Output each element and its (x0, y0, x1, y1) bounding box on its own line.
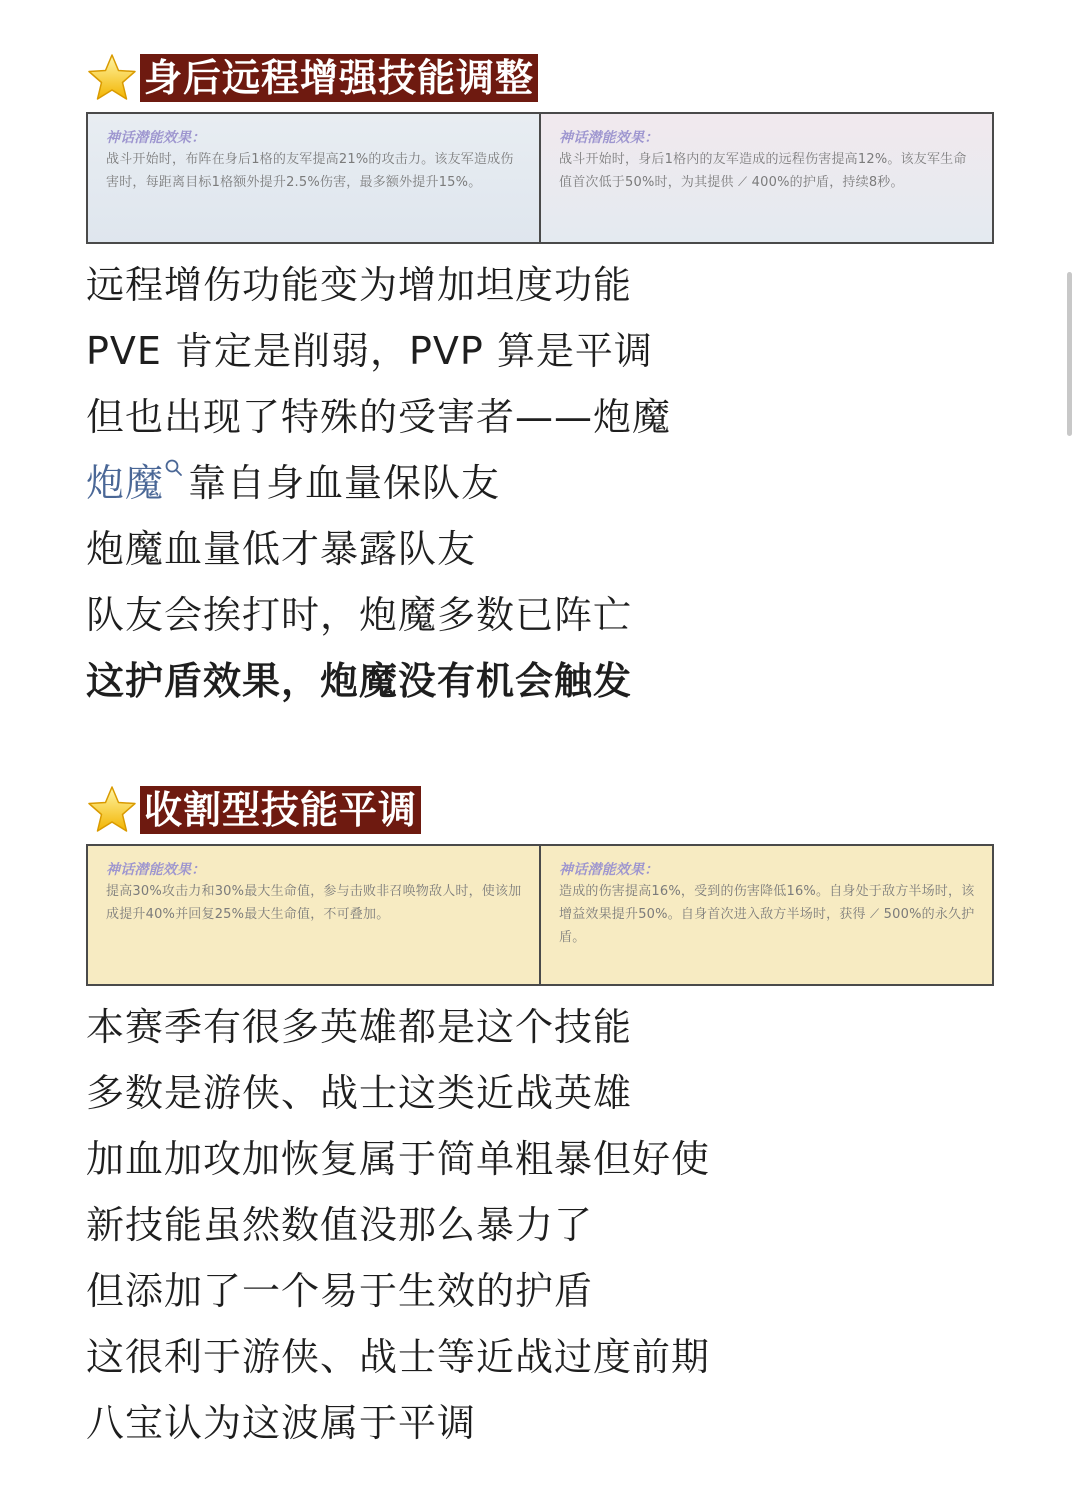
section-harvest-skill (86, 782, 994, 1456)
text-line: 八宝认为这波属于平调 (86, 1401, 477, 1445)
star-icon (86, 784, 138, 836)
text-line: 这很利于游侠、战士等近战过度前期 (86, 1335, 711, 1379)
skill-title: 神话潜能效果： (559, 862, 659, 878)
text-line: 但也出现了特殊的受害者——炮魔 (86, 395, 672, 439)
skill-description: 战斗开始时，身后1格内的友军造成的远程伤害提高12%。该友军生命值首次低于50%时，为其提供 ⟋ 400%的护盾，持续8秒。 (559, 152, 967, 190)
old-skill-panel (88, 846, 539, 984)
section-heading (86, 782, 994, 838)
text-line: 多数是游侠、战士这类近战英雄 (86, 1071, 633, 1115)
section-heading (86, 50, 994, 106)
heading-label: 身后远程增强技能调整 (140, 54, 538, 102)
heading-label: 收割型技能平调 (140, 786, 421, 834)
text-fragment: 靠自身血量保队友 (188, 461, 501, 505)
hero-search-link[interactable]: 炮魔 (86, 461, 165, 505)
text-line: 加血加攻加恢复属于简单粗暴但好使 (86, 1137, 711, 1181)
star-icon (86, 52, 138, 104)
skill-title: 神话潜能效果： (559, 130, 659, 146)
text-line: 队友会挨打时，炮魔多数已阵亡 (86, 593, 633, 637)
body-text (86, 252, 994, 714)
skill-compare-image (86, 844, 994, 986)
text-line-bold: 这护盾效果，炮魔没有机会触发 (86, 659, 633, 703)
text-line: 但添加了一个易于生效的护盾 (86, 1269, 594, 1313)
body-text (86, 994, 994, 1456)
skill-description: 造成的伤害提高16%，受到的伤害降低16%。自身处于敌方半场时，该增益效果提升50%。自身首次进入敌方半场时，获得 ⟋ 500%的永久护盾。 (559, 884, 975, 945)
text-line: 本赛季有很多英雄都是这个技能 (86, 1005, 633, 1049)
text-line: 远程增伤功能变为增加坦度功能 (86, 263, 633, 307)
skill-description: 提高30%攻击力和30%最大生命值，参与击败非召唤物敌人时，使该加成提升40%并回复25%最大生命值，不可叠加。 (106, 884, 522, 922)
new-skill-panel (539, 846, 992, 984)
section-ranged-buff (86, 50, 994, 714)
text-line: PVE 肯定是削弱，PVP 算是平调 (86, 329, 653, 373)
skill-description: 战斗开始时，布阵在身后1格的友军提高21%的攻击力。该友军造成伤害时，每距离目标1格额外提升2.5%伤害，最多额外提升15%。 (106, 152, 514, 190)
text-line-with-link (86, 450, 994, 516)
search-icon[interactable] (164, 458, 184, 478)
text-line: 新技能虽然数值没那么暴力了 (86, 1203, 594, 1247)
skill-title: 神话潜能效果： (106, 862, 206, 878)
text-line: 炮魔血量低才暴露队友 (86, 527, 477, 571)
scrollbar[interactable] (1067, 272, 1072, 436)
new-skill-panel (539, 114, 992, 242)
skill-title: 神话潜能效果： (106, 130, 206, 146)
old-skill-panel (88, 114, 539, 242)
skill-compare-image (86, 112, 994, 244)
